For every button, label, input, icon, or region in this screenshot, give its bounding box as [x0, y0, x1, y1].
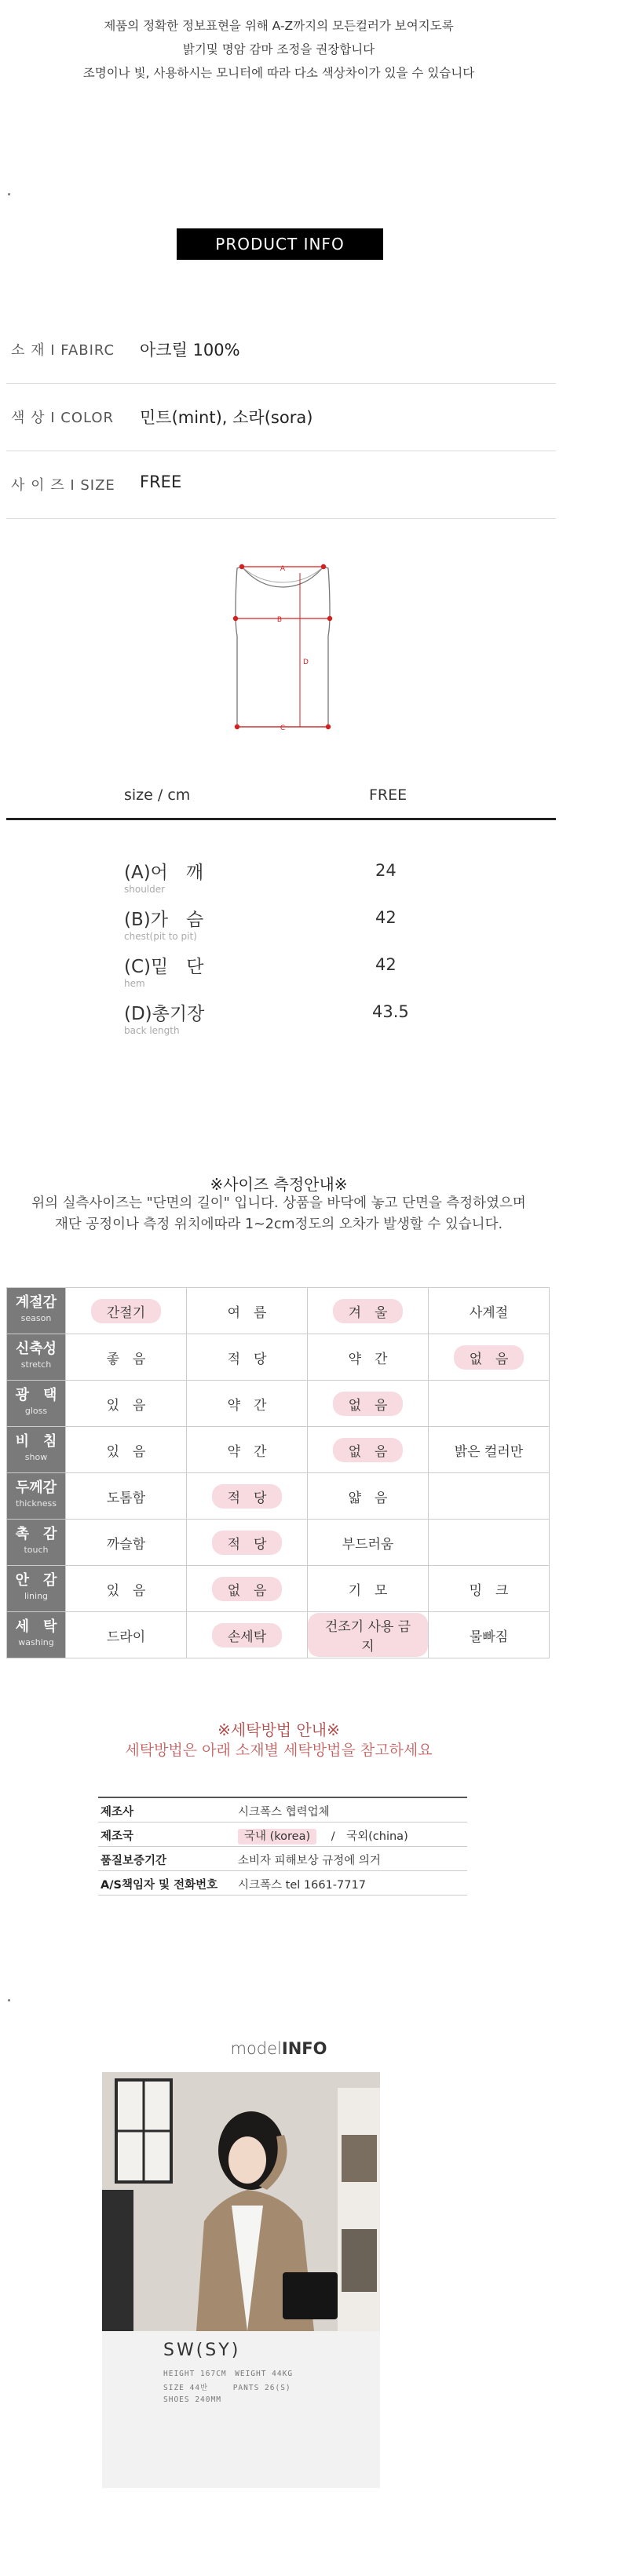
diagram-label-a: A	[280, 565, 286, 573]
attribute-head	[7, 1427, 66, 1473]
attribute-cell	[187, 1612, 308, 1658]
attribute-cell	[429, 1334, 550, 1381]
attribute-head	[7, 1288, 66, 1334]
attribute-cell	[308, 1566, 429, 1612]
attribute-cell	[429, 1520, 550, 1566]
attribute-cell	[187, 1427, 308, 1473]
attribute-option: 적 당	[227, 1351, 267, 1367]
fabric-attribute-table	[6, 1287, 550, 1658]
maker-row-warranty	[98, 1847, 467, 1871]
attribute-row	[7, 1473, 550, 1520]
color-value: 민트(mint), 소라(sora)	[140, 408, 313, 427]
model-caption	[102, 2331, 380, 2488]
maker-value: 소비자 피해보상 규정에 의거	[238, 1855, 381, 1867]
maker-value: 시크폭스 tel 1661-7717	[238, 1879, 366, 1892]
attribute-option: 물빠짐	[469, 1629, 509, 1645]
attribute-head	[7, 1612, 66, 1658]
size-row-value: 42	[375, 908, 397, 927]
country-rest: / 국외(china)	[331, 1830, 408, 1843]
notice-line-3: 조명이나 빛, 사용하시는 모니터에 따라 다소 색상차이가 있을 수 있습니다	[82, 66, 475, 80]
fabric-label: 소 재 I FABIRC	[11, 342, 115, 359]
attribute-head-sub: gloss	[24, 1406, 48, 1416]
color-notice	[0, 14, 557, 85]
diagram-label-b: B	[276, 616, 283, 624]
info-row-fabric	[6, 316, 556, 384]
attribute-option: 밍 크	[469, 1582, 509, 1599]
attribute-option: 있 음	[106, 1582, 146, 1599]
attribute-cell	[308, 1381, 429, 1427]
attribute-head-sub: touch	[24, 1545, 49, 1555]
maker-row-country	[98, 1823, 467, 1847]
model-measure-3: SHOES 240MM	[163, 2395, 221, 2404]
attribute-head	[7, 1381, 66, 1427]
size-row-label: (C)밑 단	[124, 957, 204, 977]
attribute-cell	[308, 1334, 429, 1381]
attribute-head	[7, 1334, 66, 1381]
attribute-option-selected: 없 음	[333, 1392, 404, 1416]
attribute-head	[7, 1566, 66, 1612]
maker-value	[238, 1827, 408, 1844]
attribute-cell	[66, 1381, 187, 1427]
attribute-option: 드라이	[106, 1629, 146, 1645]
attribute-option-selected: 적 당	[212, 1484, 283, 1509]
measure-guide-text	[0, 1193, 557, 1235]
attribute-row	[7, 1334, 550, 1381]
notice-line-2: 밝기및 명암 감마 조정을 권장합니다	[182, 42, 375, 57]
model-measure-1: HEIGHT 167CM WEIGHT 44KG	[163, 2370, 294, 2378]
attribute-row	[7, 1381, 550, 1427]
model-measure-2: SIZE 44반 PANTS 26(S)	[163, 2384, 291, 2392]
attribute-option-selected: 없 음	[212, 1577, 283, 1601]
info-row-color	[6, 383, 556, 451]
attribute-option-selected: 겨 울	[333, 1299, 404, 1323]
maker-key: 품질보증기간	[101, 1855, 167, 1867]
attribute-cell	[187, 1473, 308, 1520]
attribute-option: 얇 음	[348, 1490, 388, 1506]
maker-row-as-contact	[98, 1871, 467, 1896]
model-photo	[102, 2072, 380, 2331]
attribute-row	[7, 1427, 550, 1473]
attribute-head	[7, 1520, 66, 1566]
attribute-row	[7, 1566, 550, 1612]
attribute-cell	[429, 1612, 550, 1658]
washing-guide-title: ※세탁방법 안내※	[217, 1720, 340, 1739]
attribute-cell	[66, 1334, 187, 1381]
attribute-cell	[66, 1427, 187, 1473]
attribute-head-sub: season	[20, 1313, 52, 1323]
measure-guide-line-1: 위의 실측사이즈는 "단면의 길이" 입니다. 상품을 바닥에 놓고 단면을 측정하였으며	[31, 1195, 526, 1211]
attribute-option: 기 모	[348, 1582, 388, 1599]
attribute-head-label: 신축성	[15, 1341, 57, 1357]
attribute-cell	[308, 1473, 429, 1520]
attribute-cell	[66, 1520, 187, 1566]
model-info-title	[0, 2039, 557, 2058]
attribute-cell	[66, 1288, 187, 1334]
divider-dot	[8, 193, 10, 195]
product-info-title: PRODUCT INFO	[177, 228, 383, 260]
size-row-value: 42	[375, 955, 397, 974]
attribute-cell	[187, 1334, 308, 1381]
country-highlight: 국내 (korea)	[238, 1829, 316, 1844]
model-photo-illustration	[102, 2072, 380, 2331]
attribute-cell	[187, 1566, 308, 1612]
size-row-c	[124, 952, 203, 989]
fabric-value: 아크릴 100%	[140, 341, 240, 359]
size-row-sub: hem	[124, 978, 145, 989]
attribute-option: 도톰함	[106, 1490, 146, 1506]
attribute-head-sub: stretch	[20, 1359, 52, 1370]
attribute-cell	[429, 1381, 550, 1427]
attribute-option-selected: 없 음	[454, 1345, 524, 1370]
size-row-value: 43.5	[372, 1002, 409, 1021]
size-row-a	[124, 858, 203, 895]
color-label: 색 상 I COLOR	[11, 410, 115, 426]
attribute-cell	[187, 1288, 308, 1334]
attribute-head-sub: lining	[24, 1591, 49, 1601]
attribute-option: 까슬함	[106, 1536, 146, 1553]
attribute-cell	[66, 1473, 187, 1520]
attribute-cell	[429, 1473, 550, 1520]
diagram-label-d: D	[303, 659, 309, 666]
attribute-cell	[66, 1566, 187, 1612]
attribute-row	[7, 1288, 550, 1334]
size-row-label: (B)가 슴	[124, 910, 204, 930]
attribute-option: 좋 음	[106, 1351, 146, 1367]
maker-key: A/S책임자 및 전화번호	[101, 1879, 218, 1892]
attribute-head-label: 두께감	[15, 1480, 57, 1496]
maker-key: 제조사	[101, 1806, 134, 1819]
size-row-d	[124, 999, 204, 1036]
maker-row-manufacturer	[98, 1798, 467, 1823]
attribute-option-selected: 적 당	[212, 1531, 283, 1555]
attribute-head-label: 광 택	[15, 1387, 57, 1403]
attribute-option: 있 음	[106, 1443, 146, 1460]
info-row-size	[6, 451, 556, 519]
model-title-bold: INFO	[281, 2039, 327, 2058]
maker-value: 시크폭스 협력업체	[238, 1806, 330, 1819]
attribute-cell	[66, 1612, 187, 1658]
divider-dot	[8, 1999, 10, 2001]
attribute-option: 부드러움	[342, 1536, 394, 1553]
size-row-sub: back length	[124, 1025, 180, 1036]
attribute-cell	[308, 1427, 429, 1473]
attribute-head-label: 안 감	[15, 1572, 57, 1589]
notice-line-1: 제품의 정확한 정보표현을 위해 A-Z까지의 모든컬러가 보여지도록	[104, 19, 454, 33]
maker-key: 제조국	[101, 1830, 134, 1843]
attribute-option-selected: 없 음	[333, 1438, 404, 1462]
attribute-row	[7, 1612, 550, 1658]
measure-guide-title: ※사이즈 측정안내※	[210, 1175, 348, 1194]
size-row-label: (A)어 깨	[124, 863, 204, 883]
attribute-option: 여 름	[227, 1304, 267, 1321]
attribute-cell	[308, 1612, 429, 1658]
measure-guide-line-2: 재단 공정이나 측정 위치에따라 1~2cm정도의 오차가 발생할 수 있습니다.	[54, 1217, 503, 1232]
size-row-label: (D)총기장	[124, 1004, 205, 1024]
size-row-value: 24	[375, 861, 397, 880]
attribute-cell	[429, 1427, 550, 1473]
attribute-head	[7, 1473, 66, 1520]
vest-measurement-diagram	[212, 549, 353, 746]
size-table-header	[6, 779, 556, 820]
attribute-head-label: 세 탁	[15, 1618, 57, 1635]
attribute-row	[7, 1520, 550, 1566]
attribute-head-sub: show	[24, 1452, 48, 1462]
attribute-option-selected: 건조기 사용 금지	[308, 1613, 428, 1657]
attribute-option: 약 간	[348, 1351, 388, 1367]
attribute-option: 밝은 컬러만	[454, 1443, 524, 1460]
attribute-option: 약 간	[227, 1397, 267, 1414]
size-label: 사 이 즈 I SIZE	[11, 477, 115, 494]
attribute-head-label: 계절감	[15, 1294, 57, 1311]
attribute-option: 약 간	[227, 1443, 267, 1460]
size-row-sub: shoulder	[124, 884, 166, 895]
attribute-cell	[187, 1381, 308, 1427]
size-header-free: FREE	[369, 786, 408, 804]
attribute-option-selected: 손세탁	[212, 1623, 282, 1647]
attribute-cell	[429, 1566, 550, 1612]
attribute-cell	[308, 1520, 429, 1566]
attribute-head-sub: thickness	[16, 1498, 57, 1509]
attribute-cell	[187, 1520, 308, 1566]
model-name: SW(SY)	[163, 2341, 241, 2360]
diagram-label-c: C	[280, 724, 286, 732]
attribute-head-label: 비 침	[15, 1433, 57, 1450]
model-title-light: model	[230, 2039, 282, 2058]
size-row-sub: chest(pit to pit)	[124, 931, 197, 942]
size-row-b	[124, 905, 203, 942]
attribute-head-sub: washing	[18, 1637, 54, 1647]
attribute-cell	[429, 1288, 550, 1334]
size-value: FREE	[140, 473, 182, 491]
attribute-cell	[308, 1288, 429, 1334]
attribute-option: 사계절	[469, 1304, 509, 1321]
size-header-unit: size / cm	[124, 786, 191, 804]
attribute-option-selected: 간절기	[91, 1299, 161, 1323]
attribute-head-label: 촉 감	[15, 1526, 57, 1542]
washing-guide-text: 세탁방법은 아래 소재별 세탁방법을 참고하세요	[125, 1742, 433, 1759]
attribute-option: 있 음	[106, 1397, 146, 1414]
